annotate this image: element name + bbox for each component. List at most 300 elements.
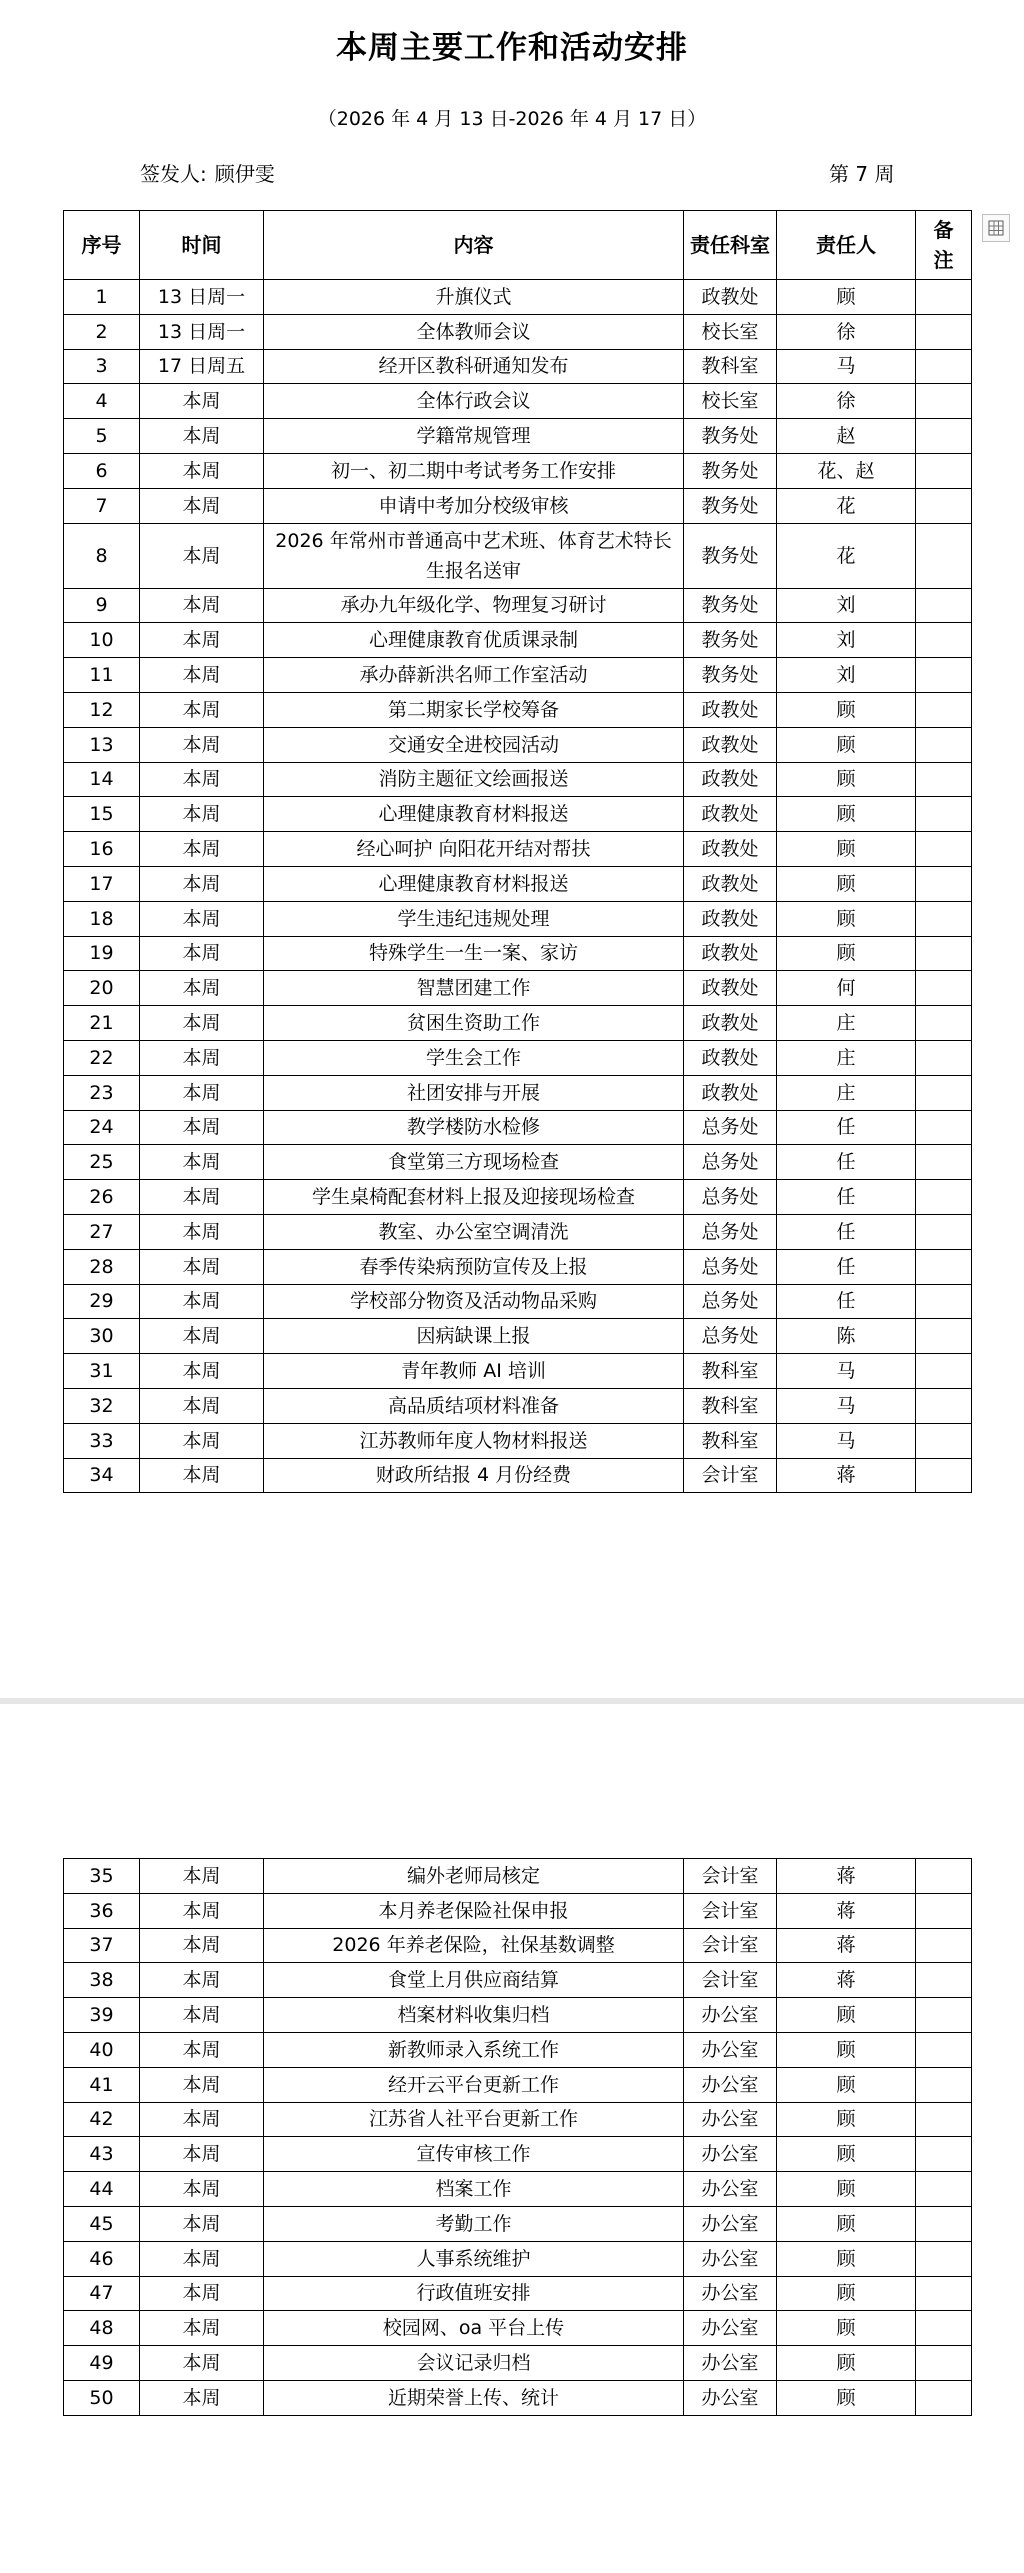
row-person: 任 [777,1180,916,1215]
row-index: 44 [64,2172,140,2207]
row-person: 顾 [777,692,916,727]
row-time: 本周 [140,384,264,419]
row-person: 庄 [777,1040,916,1075]
row-time: 本周 [140,1859,264,1894]
row-person: 徐 [777,314,916,349]
row-remarks [916,2380,972,2415]
row-content: 心理健康教育优质课录制 [264,623,684,658]
row-department: 政教处 [684,280,777,315]
row-time: 本周 [140,1214,264,1249]
row-index: 33 [64,1423,140,1458]
row-person: 顾 [777,2346,916,2381]
row-time: 本周 [140,727,264,762]
row-content: 教室、办公室空调清洗 [264,1214,684,1249]
row-person: 马 [777,1354,916,1389]
row-time: 本周 [140,588,264,623]
row-content: 编外老师局核定 [264,1859,684,1894]
row-remarks [916,2241,972,2276]
row-remarks [916,1214,972,1249]
row-time: 本周 [140,2311,264,2346]
row-person: 任 [777,1145,916,1180]
row-index: 19 [64,936,140,971]
table-row [64,1180,972,1215]
table-row [64,1075,972,1110]
row-index: 50 [64,2380,140,2415]
table-row [64,1110,972,1145]
table-row [64,488,972,523]
row-index: 21 [64,1006,140,1041]
row-index: 36 [64,1893,140,1928]
row-person: 任 [777,1249,916,1284]
row-department: 教科室 [684,1423,777,1458]
row-person: 任 [777,1284,916,1319]
row-person: 花 [777,488,916,523]
row-content: 财政所结报 4 月份经费 [264,1458,684,1493]
row-remarks [916,1859,972,1894]
row-department: 会计室 [684,1963,777,1998]
table-row [64,349,972,384]
row-content: 承办薛新洪名师工作室活动 [264,658,684,693]
row-person: 花 [777,523,916,588]
row-time: 本周 [140,1458,264,1493]
table-row [64,1388,972,1423]
row-department: 校长室 [684,314,777,349]
row-time: 本周 [140,971,264,1006]
date-range: （2026 年 4 月 13 日-2026 年 4 月 17 日） [317,108,707,130]
row-content: 春季传染病预防宣传及上报 [264,1249,684,1284]
table-row [64,2102,972,2137]
row-department: 总务处 [684,1110,777,1145]
row-person: 任 [777,1214,916,1249]
row-remarks [916,384,972,419]
row-department: 办公室 [684,2346,777,2381]
row-content: 行政值班安排 [264,2276,684,2311]
row-index: 38 [64,1963,140,1998]
schedule-table-part-1 [63,210,972,1493]
row-person: 顾 [777,2206,916,2241]
row-index: 23 [64,1075,140,1110]
row-person: 陈 [777,1319,916,1354]
row-person: 刘 [777,588,916,623]
row-time: 本周 [140,1998,264,2033]
table-row [64,623,972,658]
row-department: 办公室 [684,2032,777,2067]
row-department: 政教处 [684,692,777,727]
row-department: 办公室 [684,2311,777,2346]
table-row [64,1928,972,1963]
row-content: 近期荣誉上传、统计 [264,2380,684,2415]
row-index: 45 [64,2206,140,2241]
row-time: 本周 [140,1249,264,1284]
row-remarks [916,1423,972,1458]
row-remarks [916,349,972,384]
table-row [64,971,972,1006]
row-content: 江苏教师年度人物材料报送 [264,1423,684,1458]
row-time: 13 日周一 [140,280,264,315]
table-row [64,1319,972,1354]
row-content: 社团安排与开展 [264,1075,684,1110]
row-index: 14 [64,762,140,797]
table-row [64,1284,972,1319]
row-content: 因病缺课上报 [264,1319,684,1354]
row-department: 会计室 [684,1893,777,1928]
row-department: 政教处 [684,797,777,832]
row-index: 27 [64,1214,140,1249]
row-person: 顾 [777,936,916,971]
row-remarks [916,901,972,936]
row-person: 庄 [777,1075,916,1110]
week-number: 第 7 周 [829,162,895,186]
row-department: 政教处 [684,866,777,901]
row-index: 2 [64,314,140,349]
row-person: 马 [777,349,916,384]
table-header-row [64,211,972,280]
table-row [64,523,972,588]
row-content: 档案工作 [264,2172,684,2207]
row-content: 人事系统维护 [264,2241,684,2276]
row-remarks [916,2172,972,2207]
row-index: 48 [64,2311,140,2346]
row-content: 学籍常规管理 [264,419,684,454]
row-index: 37 [64,1928,140,1963]
row-department: 教科室 [684,1388,777,1423]
table-row [64,762,972,797]
table-row [64,1998,972,2033]
row-department: 政教处 [684,971,777,1006]
row-content: 校园网、oa 平台上传 [264,2311,684,2346]
row-time: 本周 [140,866,264,901]
row-content: 会议记录归档 [264,2346,684,2381]
row-remarks [916,1458,972,1493]
row-time: 本周 [140,1319,264,1354]
row-index: 13 [64,727,140,762]
header-time: 时间 [140,211,264,280]
signer-line [140,158,275,187]
row-person: 蒋 [777,1893,916,1928]
table-row [64,1963,972,1998]
row-department: 政教处 [684,1040,777,1075]
table-row [64,2067,972,2102]
row-department: 总务处 [684,1180,777,1215]
table-row [64,1145,972,1180]
row-index: 32 [64,1388,140,1423]
row-index: 4 [64,384,140,419]
row-remarks [916,762,972,797]
row-time: 本周 [140,936,264,971]
row-remarks [916,1249,972,1284]
row-time: 本周 [140,1284,264,1319]
row-department: 教务处 [684,658,777,693]
row-remarks [916,2206,972,2241]
row-remarks [916,1075,972,1110]
row-index: 9 [64,588,140,623]
table-row [64,832,972,867]
row-time: 本周 [140,2137,264,2172]
table-row [64,2206,972,2241]
row-remarks [916,1893,972,1928]
row-person: 顾 [777,2276,916,2311]
row-department: 办公室 [684,1998,777,2033]
row-remarks [916,2067,972,2102]
table-row [64,2276,972,2311]
row-content: 贫困生资助工作 [264,1006,684,1041]
table-row [64,1893,972,1928]
row-content: 升旗仪式 [264,280,684,315]
row-person: 刘 [777,658,916,693]
row-remarks [916,692,972,727]
row-person: 庄 [777,1006,916,1041]
row-content: 江苏省人社平台更新工作 [264,2102,684,2137]
row-time: 本周 [140,658,264,693]
table-row [64,1859,972,1894]
row-index: 25 [64,1145,140,1180]
row-index: 47 [64,2276,140,2311]
row-remarks [916,2276,972,2311]
row-content: 本月养老保险社保申报 [264,1893,684,1928]
table-row [64,2380,972,2415]
header-department: 责任科室 [684,211,777,280]
row-department: 政教处 [684,936,777,971]
row-content: 智慧团建工作 [264,971,684,1006]
row-person: 顾 [777,727,916,762]
row-person: 何 [777,971,916,1006]
row-remarks [916,1180,972,1215]
row-remarks [916,1040,972,1075]
row-time: 本周 [140,2172,264,2207]
row-index: 30 [64,1319,140,1354]
row-remarks [916,797,972,832]
row-person: 顾 [777,2102,916,2137]
table-row [64,1458,972,1493]
table-row [64,1423,972,1458]
row-department: 办公室 [684,2102,777,2137]
row-time: 本周 [140,2346,264,2381]
row-content: 食堂上月供应商结算 [264,1963,684,1998]
table-row [64,1040,972,1075]
row-department: 办公室 [684,2206,777,2241]
row-department: 总务处 [684,1249,777,1284]
row-index: 17 [64,866,140,901]
row-index: 39 [64,1998,140,2033]
row-index: 49 [64,2346,140,2381]
row-person: 徐 [777,384,916,419]
row-content: 考勤工作 [264,2206,684,2241]
row-time: 本周 [140,762,264,797]
row-content: 2026 年常州市普通高中艺术班、体育艺术特长生报名送审 [264,523,684,588]
row-time: 本周 [140,488,264,523]
row-index: 35 [64,1859,140,1894]
signer-name: 顾伊雯 [214,162,275,186]
table-row [64,1249,972,1284]
row-department: 办公室 [684,2172,777,2207]
row-index: 34 [64,1458,140,1493]
row-department: 会计室 [684,1859,777,1894]
row-index: 3 [64,349,140,384]
row-remarks [916,623,972,658]
row-time: 本周 [140,1006,264,1041]
row-content: 青年教师 AI 培训 [264,1354,684,1389]
row-person: 任 [777,1110,916,1145]
row-department: 办公室 [684,2241,777,2276]
row-person: 顾 [777,2311,916,2346]
row-index: 15 [64,797,140,832]
row-time: 本周 [140,1893,264,1928]
row-content: 初一、初二期中考试考务工作安排 [264,453,684,488]
row-department: 办公室 [684,2067,777,2102]
row-content: 心理健康教育材料报送 [264,797,684,832]
row-content: 食堂第三方现场检查 [264,1145,684,1180]
row-department: 教务处 [684,588,777,623]
row-person: 顾 [777,901,916,936]
header-index: 序号 [64,211,140,280]
row-department: 教科室 [684,349,777,384]
row-content: 心理健康教育材料报送 [264,866,684,901]
row-person: 顾 [777,2172,916,2207]
row-department: 政教处 [684,727,777,762]
row-person: 蒋 [777,1859,916,1894]
table-row [64,727,972,762]
row-time: 本周 [140,1928,264,1963]
row-time: 本周 [140,2276,264,2311]
row-index: 20 [64,971,140,1006]
table-row [64,2241,972,2276]
row-content: 消防主题征文绘画报送 [264,762,684,797]
row-time: 17 日周五 [140,349,264,384]
row-remarks [916,832,972,867]
row-remarks [916,523,972,588]
table-grid-icon[interactable] [982,214,1010,242]
row-department: 教务处 [684,488,777,523]
row-department: 教务处 [684,453,777,488]
row-index: 42 [64,2102,140,2137]
row-time: 本周 [140,2067,264,2102]
row-time: 本周 [140,1354,264,1389]
row-person: 顾 [777,2380,916,2415]
row-remarks [916,1319,972,1354]
row-person: 顾 [777,762,916,797]
row-time: 本周 [140,797,264,832]
row-content: 第二期家长学校筹备 [264,692,684,727]
row-remarks [916,658,972,693]
row-index: 5 [64,419,140,454]
row-content: 学生违纪违规处理 [264,901,684,936]
row-remarks [916,453,972,488]
row-content: 交通安全进校园活动 [264,727,684,762]
signer-label: 签发人: [140,162,207,186]
row-department: 总务处 [684,1319,777,1354]
table-row [64,901,972,936]
row-index: 7 [64,488,140,523]
table-row [64,1006,972,1041]
table-row [64,2311,972,2346]
row-person: 顾 [777,832,916,867]
row-remarks [916,2032,972,2067]
row-department: 办公室 [684,2380,777,2415]
row-content: 申请中考加分校级审核 [264,488,684,523]
row-department: 政教处 [684,832,777,867]
table-row [64,1214,972,1249]
row-time: 本周 [140,1145,264,1180]
row-content: 特殊学生一生一案、家访 [264,936,684,971]
row-content: 承办九年级化学、物理复习研讨 [264,588,684,623]
row-index: 22 [64,1040,140,1075]
row-index: 46 [64,2241,140,2276]
row-remarks [916,1928,972,1963]
row-person: 顾 [777,797,916,832]
row-department: 政教处 [684,762,777,797]
row-person: 顾 [777,2067,916,2102]
row-person: 蒋 [777,1963,916,1998]
row-time: 本周 [140,523,264,588]
row-person: 赵 [777,419,916,454]
row-content: 全体行政会议 [264,384,684,419]
row-department: 总务处 [684,1214,777,1249]
row-time: 本周 [140,1388,264,1423]
row-person: 顾 [777,280,916,315]
row-index: 41 [64,2067,140,2102]
row-content: 档案材料收集归档 [264,1998,684,2033]
row-index: 43 [64,2137,140,2172]
row-index: 16 [64,832,140,867]
row-time: 本周 [140,2241,264,2276]
row-department: 政教处 [684,1075,777,1110]
row-time: 本周 [140,2206,264,2241]
table-row [64,866,972,901]
row-department: 办公室 [684,2137,777,2172]
row-department: 总务处 [684,1284,777,1319]
row-content: 高品质结项材料准备 [264,1388,684,1423]
row-department: 会计室 [684,1928,777,1963]
row-person: 马 [777,1423,916,1458]
table-row [64,2137,972,2172]
row-remarks [916,1998,972,2033]
header-remarks: 备注 [916,211,972,280]
row-department: 教务处 [684,523,777,588]
row-content: 教学楼防水检修 [264,1110,684,1145]
row-index: 8 [64,523,140,588]
row-index: 26 [64,1180,140,1215]
row-person: 顾 [777,2137,916,2172]
table-row [64,797,972,832]
row-remarks [916,2102,972,2137]
table-row [64,2032,972,2067]
row-time: 本周 [140,692,264,727]
row-content: 新教师录入系统工作 [264,2032,684,2067]
table-row [64,2346,972,2381]
row-person: 顾 [777,2241,916,2276]
row-index: 24 [64,1110,140,1145]
row-remarks [916,1284,972,1319]
table-row [64,453,972,488]
row-remarks [916,1388,972,1423]
row-index: 6 [64,453,140,488]
row-index: 31 [64,1354,140,1389]
schedule-table-part-2 [63,1858,972,2416]
row-remarks [916,488,972,523]
row-time: 本周 [140,2102,264,2137]
row-remarks [916,727,972,762]
table-row [64,419,972,454]
row-index: 10 [64,623,140,658]
row-department: 会计室 [684,1458,777,1493]
row-index: 1 [64,280,140,315]
row-index: 18 [64,901,140,936]
row-department: 办公室 [684,2276,777,2311]
table-row [64,384,972,419]
table-row [64,314,972,349]
table-row [64,936,972,971]
row-remarks [916,314,972,349]
